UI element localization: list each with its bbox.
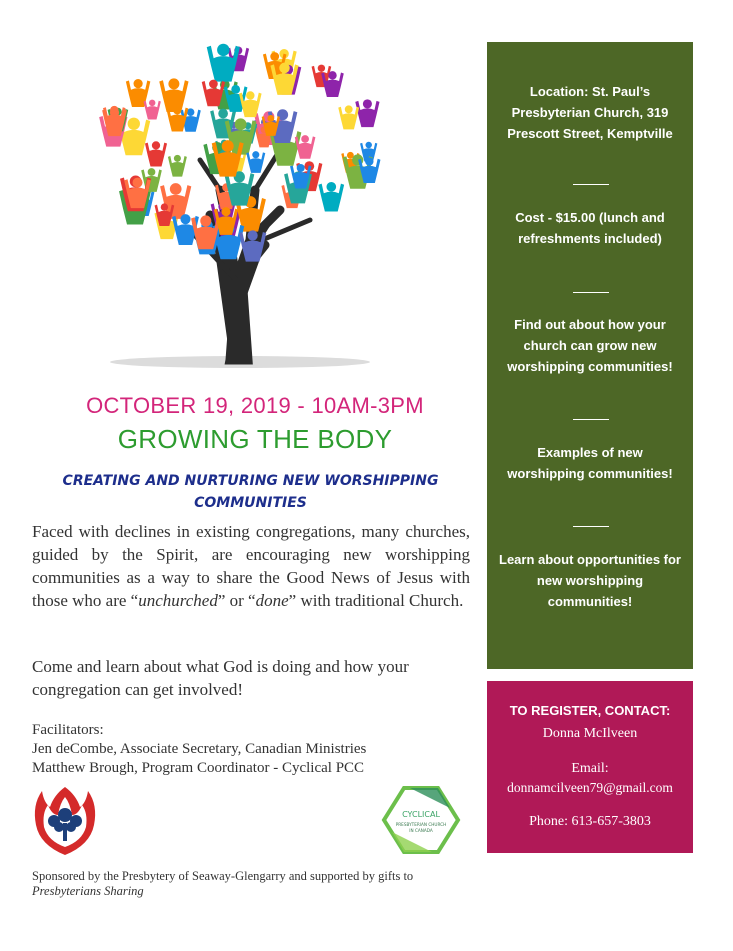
divider bbox=[573, 419, 609, 420]
registration-panel bbox=[487, 681, 693, 853]
facilitators-section bbox=[32, 721, 482, 778]
cyclical-pcc-logo bbox=[380, 784, 462, 856]
cyclical-logo-line3: IN CANADA bbox=[409, 828, 433, 833]
person-figure bbox=[355, 99, 379, 127]
event-info-panel bbox=[487, 42, 693, 669]
event-subtitle: CREATING AND NURTURING NEW WORSHIPPING COMMUNITIES bbox=[62, 473, 439, 511]
facilitator-item: Jen deCombe, Associate Secretary, Canadian Ministries bbox=[32, 741, 367, 757]
divider bbox=[573, 526, 609, 527]
sponsor-note: Sponsored by the Presbytery of Seaway-Glengarry and supported by gifts to Presbyterians Sharing bbox=[32, 869, 414, 898]
facilitator-item: Matthew Brough, Program Coordinator - Cyclical PCC bbox=[32, 760, 365, 776]
divider bbox=[573, 292, 609, 293]
person-figure bbox=[318, 182, 344, 211]
person-figure bbox=[239, 91, 262, 117]
event-date-time: OCTOBER 19, 2019 - 10AM-3PM bbox=[86, 393, 424, 418]
person-figure bbox=[159, 78, 188, 112]
person-figure bbox=[126, 79, 150, 107]
cost-info: Cost - $15.00 (lunch and refreshments included) bbox=[515, 210, 665, 246]
find-out-info: Find out about how your church can grow new worshipping communities! bbox=[507, 317, 673, 374]
event-title: GROWING THE BODY bbox=[117, 424, 393, 454]
contact-phone: Phone: 613-657-3803 bbox=[529, 814, 651, 829]
email-label: Email: bbox=[571, 761, 609, 776]
people-figures bbox=[99, 44, 380, 262]
description-paragraph: Faced with declines in existing congregations, many churches, guided by the Spirit, are encouraging new worshipping communities as a way to share the Good News of Jesus with those who are “unchurched” or “done” with traditional Church. bbox=[32, 522, 470, 610]
cyclical-logo-word: CYCLICAL bbox=[402, 810, 440, 819]
examples-info: Examples of new worshipping communities! bbox=[507, 445, 673, 481]
people-tree-illustration bbox=[80, 40, 400, 375]
contact-email-link[interactable]: donnamcilveen79@gmail.com bbox=[507, 780, 673, 795]
location-info: Location: St. Paul’s Presbyterian Church, 319 Prescott Street, Kemptville bbox=[507, 84, 673, 141]
person-figure bbox=[145, 141, 167, 166]
contact-name: Donna McIlveen bbox=[542, 726, 638, 741]
person-figure bbox=[246, 151, 265, 173]
person-figure bbox=[168, 155, 187, 177]
divider bbox=[573, 184, 609, 185]
presbyterian-church-logo bbox=[30, 785, 100, 857]
person-figure bbox=[338, 105, 359, 129]
person-figure bbox=[141, 168, 162, 192]
cyclical-logo-line2: PRESBYTERIAN CHURCH bbox=[395, 822, 447, 827]
person-figure bbox=[144, 100, 161, 120]
facilitators-heading: Facilitators: bbox=[32, 722, 104, 738]
register-heading: TO REGISTER, CONTACT: bbox=[509, 703, 671, 718]
learn-info: Learn about opportunities for new worshipping communities! bbox=[499, 552, 681, 609]
invitation-paragraph: Come and learn about what God is doing and how your congregation can get involved! bbox=[32, 657, 409, 699]
